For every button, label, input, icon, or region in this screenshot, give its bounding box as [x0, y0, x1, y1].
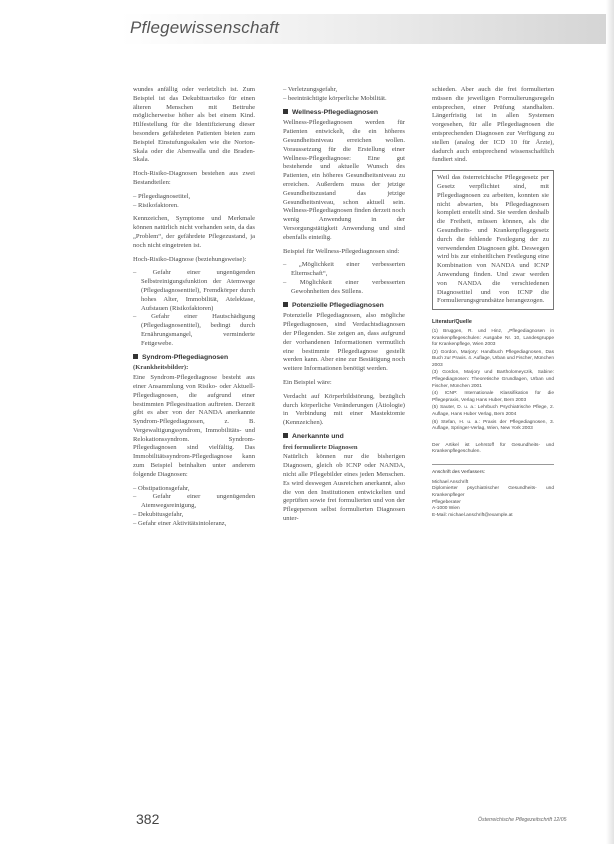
page-number: 382 [136, 811, 160, 827]
list-item: – Gefahr einer ungenügenden Selbstreinigungsfunktion der Atemwege (Pflegediagnosentitel), Fremdkörper durch hohes Alter, Immobilität, Atelektase, Aufstauen (Risikofaktoren) [133, 269, 255, 313]
literature-item: (4) ICNP: Internationale Klassifikation für die Pflegepraxis, Verlag Hans Huber, Bern 2003 [432, 391, 554, 403]
section-heading: Anerkannte und [283, 433, 405, 442]
literature-heading: Literatur/Quelle [432, 319, 472, 326]
column-2 [283, 86, 405, 529]
list-item: – Gefahr einer ungenügenden Atemwegsreinigung, [133, 493, 255, 511]
list-item: – Pflegediagnosetitel, [133, 193, 255, 202]
paragraph: Verdacht auf Körperbildstörung, bezüglich durch körperliche Veränderungen (Ätiologie) in Verbindung mit einer Mastektomie (Kennzeichen). [283, 392, 405, 427]
list-item: – „Möglichkeit einer verbesserten Elternschaft“, [283, 261, 405, 279]
section-heading: Potenzielle Pflegediagnosen [283, 302, 405, 311]
paragraph: Natürlich können nur die bisherigen Diagnosen, gleich ob ICNP oder NANDA, nicht alle Pflegebilder eines jeden Menschen. Es wird deswegen Ausreichen anerkannt, also die von den Institutionen entwickelten und geprüften sowie frei formulierten und von der Pflegeperson selbst formulierten Diagnosen unter- [283, 453, 405, 523]
bullet-list [283, 261, 405, 296]
list-item: – Gefahr einer Hautschädigung (Pflegediagnosentitel), bedingt durch Ernährungsmangel, verminderte Fettgewebe. [133, 313, 255, 348]
literature-item: (3) Gordon, Marjory und Bartholomeyczik, Sabine: Pflegediagnosen: Theoretische Grundlagen, Urban und Fischer, München 2001 [432, 370, 554, 389]
paragraph: Hoch-Risiko-Diagnose (beziehungsweise): [133, 255, 247, 263]
list-item: – Verletzungsgefahr, [283, 86, 405, 95]
list-item: – Risikofaktoren. [133, 202, 255, 211]
section-title: Pflegewissenschaft [130, 18, 280, 37]
course-note: Der Artikel ist Lehrstoff für Gesundheits- und Krankenpflegeschulen. [432, 442, 554, 455]
author-heading: Anschrift des Verfassers: [432, 470, 486, 476]
list-item: – Obstipationsgefahr, [133, 485, 255, 494]
author-line: Michael Anschrift [432, 479, 469, 485]
paragraph: Eine Syndrom-Pflegediagnose besteht aus einer Ansammlung von Risiko- oder Aktuell-Pflegediagnosen, die aufgrund einer bestimmten Pflegesituation auftreten. Derzeit gibt es aber von der NANDA anerkannte Syndrom-Pflegediagnosen, z. B. Vergewaltigungssyndrom, Immobilitäts- und Relokationssyndrom. Syndrom-Pflegediagnosen sind vielfältig. Das Immobilitätssyndrom-Pflegediagnose kann zum Beispiel beinhalten unter anderem folgende Diagnosen: [133, 374, 255, 478]
literature-item: (5) Sauter, D. u. a.: Lehrbuch Psychiatrische Pflege, 2. Auflage, Hans Huber Verlag, Bern 2004 [432, 405, 554, 418]
info-box: Weil das österreichische Pflegegesetz per Gesetz verpflichtet sind, mit Pflegediagnosen zu arbeiten, konnten sie nicht abwarten, bis Pflegediagnosen komplett erstellt sind. Sie werden deshalb die Freiheit, müssen können, als die Gesundheits- und Krankenpflegegesetz durch die fehlende Festlegung der zu verwendenden Diagnosen gibt. Deswegen wird bis zur einheitlichen Festlegung eine Kombination von NANDA und ICNP Anwendung finden. Und zwar werden von NANDA die verschiedenen Diagnosetitel und von ICNP die Formulierungsgrundsätze herangezogen. [432, 170, 554, 310]
paragraph: Potenzielle Pflegediagnosen, also mögliche Pflegediagnosen, sind Verdachtsdiagnosen der Pflegenden. Sie zeigen an, dass aufgrund der vorhandenen Informationen vermutlich eine bestimmte Pflegediagnose gestellt werden kann. Aber eine zur Bestätigung noch weitere Informationen benötigt werden. [283, 312, 405, 373]
bullet-list [133, 485, 255, 529]
author-line: A-1000 Wien [432, 506, 460, 512]
author-line: E-Mail: michael.anschrift@example.at [432, 512, 513, 518]
column-3 [432, 86, 554, 519]
list-item: – Dekubitusgefahr, [133, 511, 255, 520]
bullet-list [133, 269, 255, 348]
subheading: (Krankheitsbilder): [133, 364, 189, 372]
paragraph: Wellness-Pflegediagnosen werden für Patienten entwickelt, die ein höheres Gesundheitsniveau erreichen wollen. Voraussetzung für die Erstellung einer Wellness-Pflegediagnose: Eine gut bestehende und aktuelle Wunsch des Patienten, ein höheres Gesundheitsniveau zu erreichen. Außerdem muss der jetzige Gesundheitszustand das jetzige Gesundheitsniveau, schon aktuell sein. Wellness-Pflegediagnosen finden derzeit noch wenig Anwendung in der Versorgungstätigkeit Anwendung und sind ebenfalls einteilig. [283, 119, 405, 241]
column-1 [133, 86, 255, 534]
literature-item: (2) Gordon, Marjory: Handbuch Pflegediagnosen, Das Buch zur Praxis. 4. Auflage, Urban und Fischer, München 2003 [432, 349, 554, 368]
paragraph: schieden. Aber auch die frei formulierten müssen die jeweiligen Formulierungsregeln entsprechen, einer Prüfung standhalten. Längerfristig ist in allen Systemen vorgesehen, für alle Pflegediagnosen die entsprechenden Diagnosen zur Verfügung zu stellen (analog der ICD 10 für Ärzte), dadurch auch entsprechend wissenschaftlich fundiert sind. [432, 86, 554, 164]
paragraph: Beispiel für Wellness-Pflegediagnosen sind: [283, 247, 400, 255]
literature-item: (6) Stefan, H. u. a.: Praxis der Pflegediagnosen, 3. Auflage, Springer-Verlag, Wien, New York 2003 [432, 419, 554, 432]
subheading: frei formulierte Diagnosen [283, 443, 358, 451]
paragraph: Hoch-Risiko-Diagnosen bestehen aus zwei Bestandteilen: [133, 170, 255, 186]
bullet-list [133, 193, 255, 211]
bullet-list [283, 86, 405, 104]
divider [432, 464, 554, 465]
section-heading: Syndrom-Pflegediagnosen [133, 354, 255, 363]
list-item: – Gefahr einer Aktivitätsintoleranz, [133, 520, 255, 529]
paragraph: Ein Beispiel wäre: [283, 378, 332, 386]
list-item: – beeinträchtigte körperliche Mobilität. [283, 95, 405, 104]
literature-item: (1) Bruggen, R. und Hinz, „Pflegediagnosen in Krankenpflegeschulen: Ausgabe Nr. 10, Landesgruppe für Krankenpflege, Wien 2003 [432, 328, 554, 348]
list-item: – Möglichkeit einer verbesserten Gewohnheiten des Stillens. [283, 279, 405, 297]
author-line: Pflegeberater [432, 499, 461, 505]
author-line: Diplomierter psychiatrischer Gesundheits- und Krankenpfleger [432, 486, 554, 498]
section-heading: Wellness-Pflegediagnosen [283, 109, 405, 118]
footer-source: Österreichische Pflegezeitschrift 12/05 [478, 817, 567, 823]
paragraph: wundes anfällig oder verletzlich ist. Zum Beispiel ist das Dekubitusrisiko für einen älteren Menschen mit Bettruhe möglicherweise höher als bei einem Kind. Hilfestellung für die Identifizierung dieser besonders gefährdeten Patienten bieten zum Beispiel Einstufungsskalen wie die Norton-Skala oder die Abenwalla und die Braden-Skala. [133, 86, 255, 164]
paragraph: Kennzeichen, Symptome und Merkmale können natürlich nicht vorhanden sein, da das „Problem“, der gefährdete Pflegezustand, ja noch nicht eingetreten ist. [133, 215, 255, 249]
page-fold-shadow [606, 0, 614, 844]
